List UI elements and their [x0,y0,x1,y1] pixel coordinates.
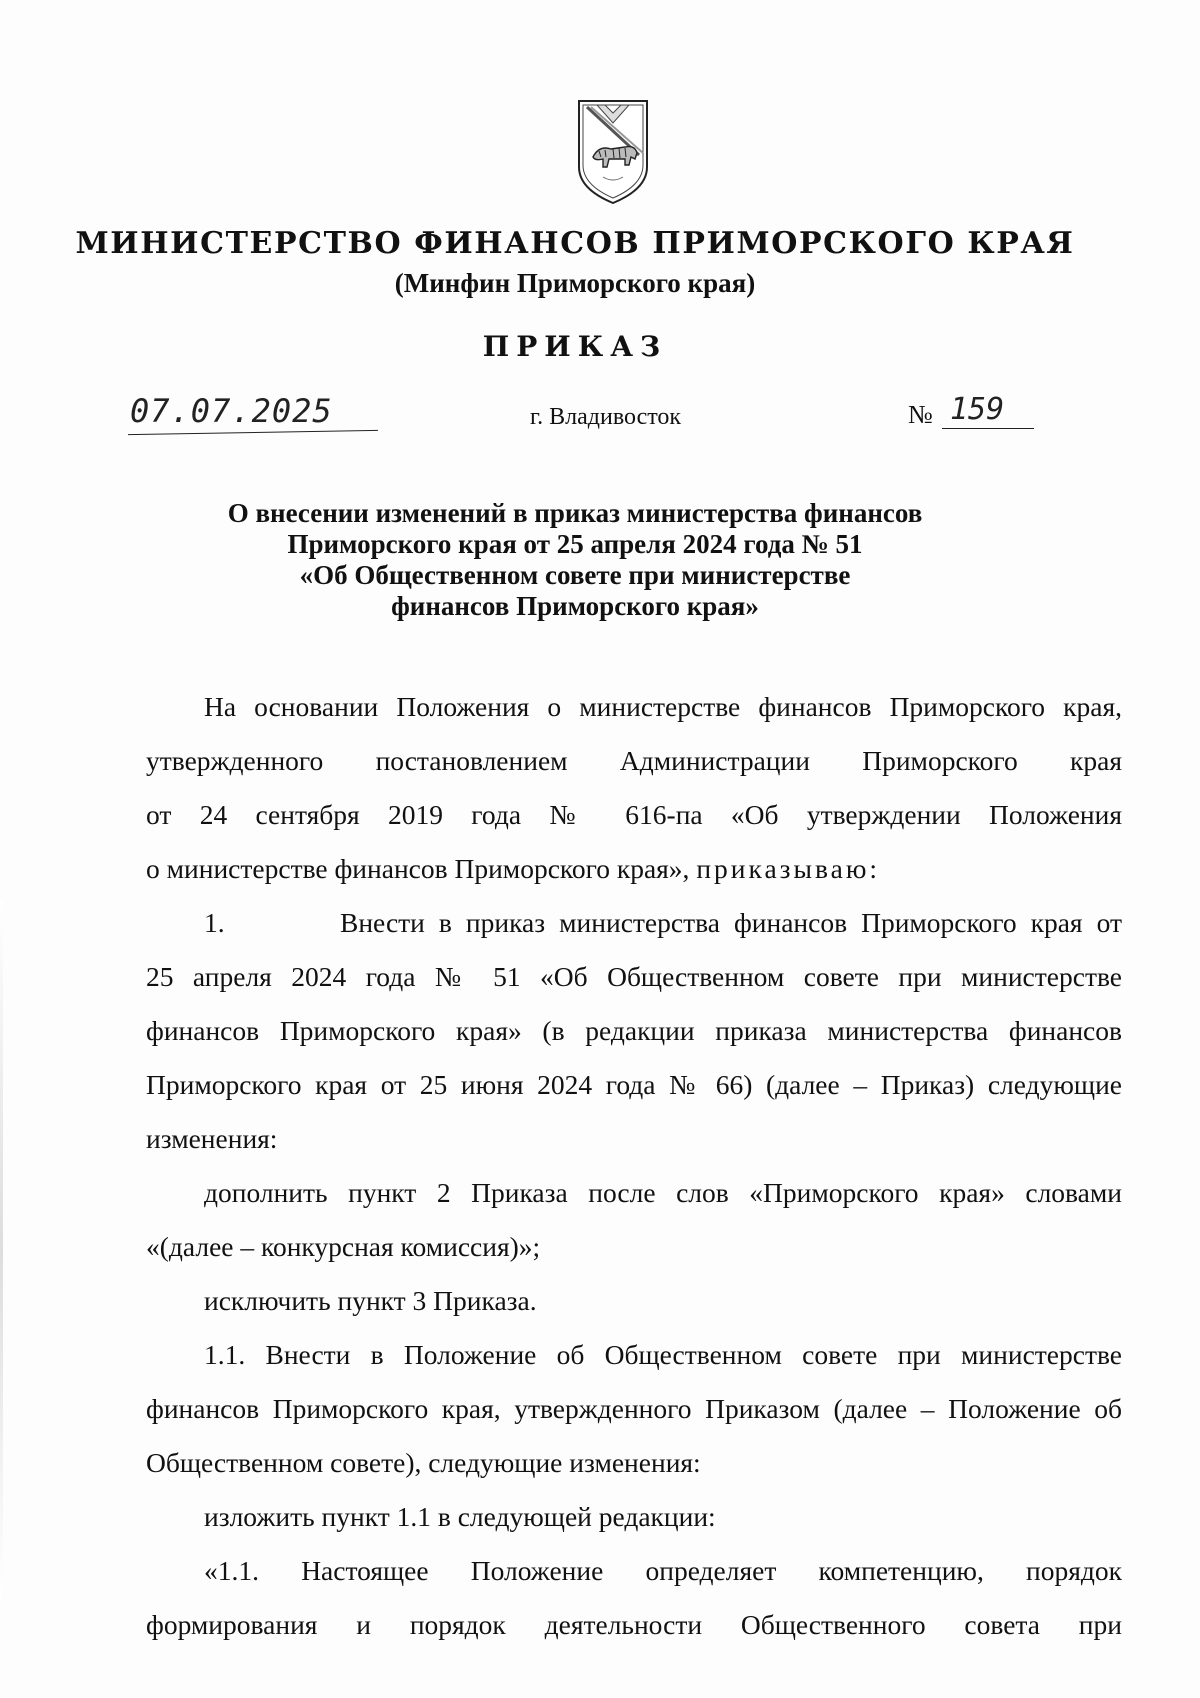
body-line [146,896,1122,950]
body-line: 1.1. Внести в Положение об Общественном совете при министерстве [204,1339,1122,1370]
title-line: О внесении изменений в приказ министерства финансов [227,498,923,528]
ministry-name: МИНИСТЕРСТВО ФИНАНСОВ ПРИМОРСКОГО КРАЯ [75,226,1075,261]
body-line: изменения: [146,1123,278,1154]
body-line: формирования и порядок деятельности Общественного совета при [146,1609,1122,1640]
item-number: 1. [204,907,225,938]
body-line: исключить пункт 3 Приказа. [204,1285,537,1316]
body-line: «1.1. Настоящее Положение определяет компетенцию, порядок [204,1555,1122,1586]
body-line: от 24 сентября 2019 года № 616-па «Об утверждении Положения [146,799,1122,830]
body-line: «(далее – конкурсная комиссия)»; [146,1231,541,1262]
document-body [146,680,1122,1652]
coat-of-arms-emblem [573,97,653,207]
body-line [146,842,1122,896]
body-line: изложить пункт 1.1 в следующей редакции: [204,1501,716,1532]
ministry-short-name: (Минфин Приморского края) [394,268,756,298]
body-text: о министерстве финансов Приморского края», [146,853,690,884]
body-line: финансов Приморского края» (в редакции приказа министерства финансов [146,1015,1122,1046]
number-underline [942,428,1034,429]
body-line: Общественном совете), следующие изменения: [146,1447,701,1478]
title-line: Приморского края от 25 апреля 2024 года № 51 [287,529,863,559]
body-line: финансов Приморского края, утвержденного Приказом (далее – Положение об [146,1393,1122,1424]
title-line: «Об Общественном совете при министерстве [299,560,851,590]
title-line: финансов Приморского края» [391,591,759,621]
order-verb: приказываю: [696,853,880,884]
document-type: ПРИКАЗ [482,330,668,363]
scan-edge [0,900,3,1600]
document-title [0,498,1150,622]
body-line: На основании Положения о министерстве финансов Приморского края, [204,691,1122,722]
handwritten-number: 159 [950,392,1005,427]
number-label: № [908,400,933,429]
body-line: утвержденного постановлением Администрации Приморского края [146,745,1122,776]
handwritten-date: 07.07.2025 [130,392,333,430]
city: г. Владивосток [530,404,682,430]
body-line: Приморского края от 25 июня 2024 года № 66) (далее – Приказ) следующие [146,1069,1122,1100]
body-text: Внести в приказ министерства финансов Приморского края от [340,907,1122,938]
body-line: дополнить пункт 2 Приказа после слов «Приморского края» словами [204,1177,1122,1208]
body-line: 25 апреля 2024 года № 51 «Об Общественном совете при министерстве [146,961,1122,992]
date-underline [128,430,378,435]
